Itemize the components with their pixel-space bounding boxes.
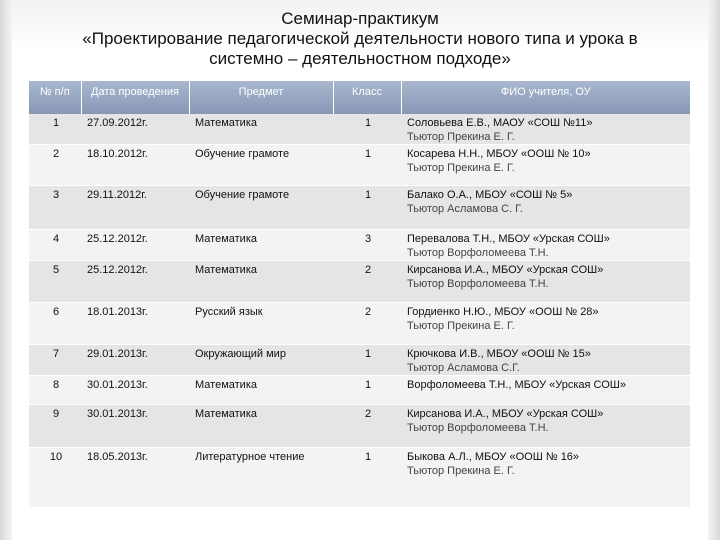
row-num: 7 <box>29 345 81 376</box>
row-date: 27.09.2012г. <box>81 114 189 145</box>
row-tutor: Тьютор Асламова С.Г. <box>407 362 520 374</box>
slide-frame-left <box>0 0 12 540</box>
row-teacher: Ворфоломеева Т.Н., МБОУ «Урская СОШ» <box>407 379 627 391</box>
row-date: 29.01.2013г. <box>81 345 189 376</box>
row-num: 6 <box>29 303 81 345</box>
row-grade: 1 <box>333 114 401 145</box>
row-teacher-cell <box>401 448 690 508</box>
slide-title <box>40 9 680 69</box>
row-subject: Обучение грамоте <box>189 145 333 186</box>
table-row <box>29 261 690 303</box>
row-grade: 2 <box>333 261 401 303</box>
row-subject: Русский язык <box>189 303 333 345</box>
row-grade: 3 <box>333 230 401 261</box>
row-date: 30.01.2013г. <box>81 405 189 448</box>
row-grade: 1 <box>333 145 401 186</box>
row-teacher-cell <box>401 230 690 261</box>
table-header <box>29 81 690 114</box>
table-row <box>29 448 690 508</box>
row-teacher: Кирсанова И.А., МБОУ «Урская СОШ» <box>407 264 604 276</box>
table-row <box>29 114 690 145</box>
header-grade: Класс <box>333 81 401 114</box>
row-tutor: Тьютор Прекина Е. Г. <box>407 162 515 174</box>
row-teacher: Косарева Н.Н., МБОУ «ООШ № 10» <box>407 148 591 160</box>
row-teacher-cell <box>401 405 690 448</box>
row-tutor: Тьютор Прекина Е. Г. <box>407 320 515 332</box>
row-date: 18.05.2013г. <box>81 448 189 508</box>
row-tutor: Тьютор Асламова С. Г. <box>407 203 523 215</box>
row-teacher-cell <box>401 376 690 405</box>
header-teacher: ФИО учителя, ОУ <box>500 86 591 98</box>
seminar-schedule-table <box>29 81 690 508</box>
row-tutor: Тьютор Прекина Е. Г. <box>407 131 515 143</box>
row-grade: 1 <box>333 186 401 230</box>
row-teacher: Крючкова И.В., МБОУ «ООШ № 15» <box>407 348 591 360</box>
header-row <box>29 81 690 114</box>
row-subject: Математика <box>189 230 333 261</box>
row-tutor: Тьютор Ворфоломеева Т.Н. <box>407 247 549 259</box>
row-num: 4 <box>29 230 81 261</box>
row-grade: 1 <box>333 448 401 508</box>
slide-frame-right <box>708 0 720 540</box>
row-teacher-cell <box>401 186 690 230</box>
row-date: 29.11.2012г. <box>81 186 189 230</box>
row-teacher-cell <box>401 114 690 145</box>
row-teacher: Быкова А.Л., МБОУ «ООШ № 16» <box>407 451 580 463</box>
row-num: 5 <box>29 261 81 303</box>
row-grade: 1 <box>333 345 401 376</box>
row-num: 8 <box>29 376 81 405</box>
row-teacher-cell <box>401 145 690 186</box>
row-date: 18.10.2012г. <box>81 145 189 186</box>
table-row <box>29 376 690 405</box>
row-num: 1 <box>29 114 81 145</box>
title-line-2: «Проектирование педагогической деятельности нового типа и урока в <box>82 29 638 48</box>
header-subject: Предмет <box>189 81 333 114</box>
row-teacher: Гордиенко Н.Ю., МБОУ «ООШ № 28» <box>407 306 599 318</box>
row-subject: Математика <box>189 261 333 303</box>
row-num: 2 <box>29 145 81 186</box>
row-subject: Математика <box>189 376 333 405</box>
table-row <box>29 345 690 376</box>
row-grade: 2 <box>333 405 401 448</box>
header-num: № п/п <box>29 81 81 114</box>
row-subject: Обучение грамоте <box>189 186 333 230</box>
row-teacher-cell <box>401 261 690 303</box>
row-teacher: Балако О.А., МБОУ «СОШ № 5» <box>407 189 573 201</box>
table-row <box>29 186 690 230</box>
row-teacher: Кирсанова И.А., МБОУ «Урская СОШ» <box>407 408 604 420</box>
row-teacher-cell <box>401 345 690 376</box>
row-tutor: Тьютор Ворфоломеева Т.Н. <box>407 422 549 434</box>
row-grade: 2 <box>333 303 401 345</box>
row-date: 30.01.2013г. <box>81 376 189 405</box>
table-row <box>29 230 690 261</box>
title-line-1: Семинар-практикум <box>281 9 439 28</box>
row-num: 10 <box>29 448 81 508</box>
row-num: 9 <box>29 405 81 448</box>
table-row <box>29 145 690 186</box>
table-body <box>29 114 690 508</box>
row-grade: 1 <box>333 376 401 405</box>
row-teacher-cell <box>401 303 690 345</box>
table-row <box>29 303 690 345</box>
header-date: Дата проведения <box>81 81 189 114</box>
row-subject: Литературное чтение <box>189 448 333 508</box>
row-num: 3 <box>29 186 81 230</box>
row-tutor: Тьютор Ворфоломеева Т.Н. <box>407 278 549 290</box>
row-date: 18.01.2013г. <box>81 303 189 345</box>
table-row <box>29 405 690 448</box>
row-teacher: Перевалова Т.Н., МБОУ «Урская СОШ» <box>407 233 610 245</box>
row-subject: Окружающий мир <box>189 345 333 376</box>
row-subject: Математика <box>189 114 333 145</box>
row-date: 25.12.2012г. <box>81 261 189 303</box>
row-date: 25.12.2012г. <box>81 230 189 261</box>
title-line-3: системно – деятельностном подходе» <box>209 49 511 68</box>
row-teacher: Соловьева Е.В., МАОУ «СОШ №11» <box>407 117 593 129</box>
row-subject: Математика <box>189 405 333 448</box>
row-tutor: Тьютор Прекина Е. Г. <box>407 465 515 477</box>
